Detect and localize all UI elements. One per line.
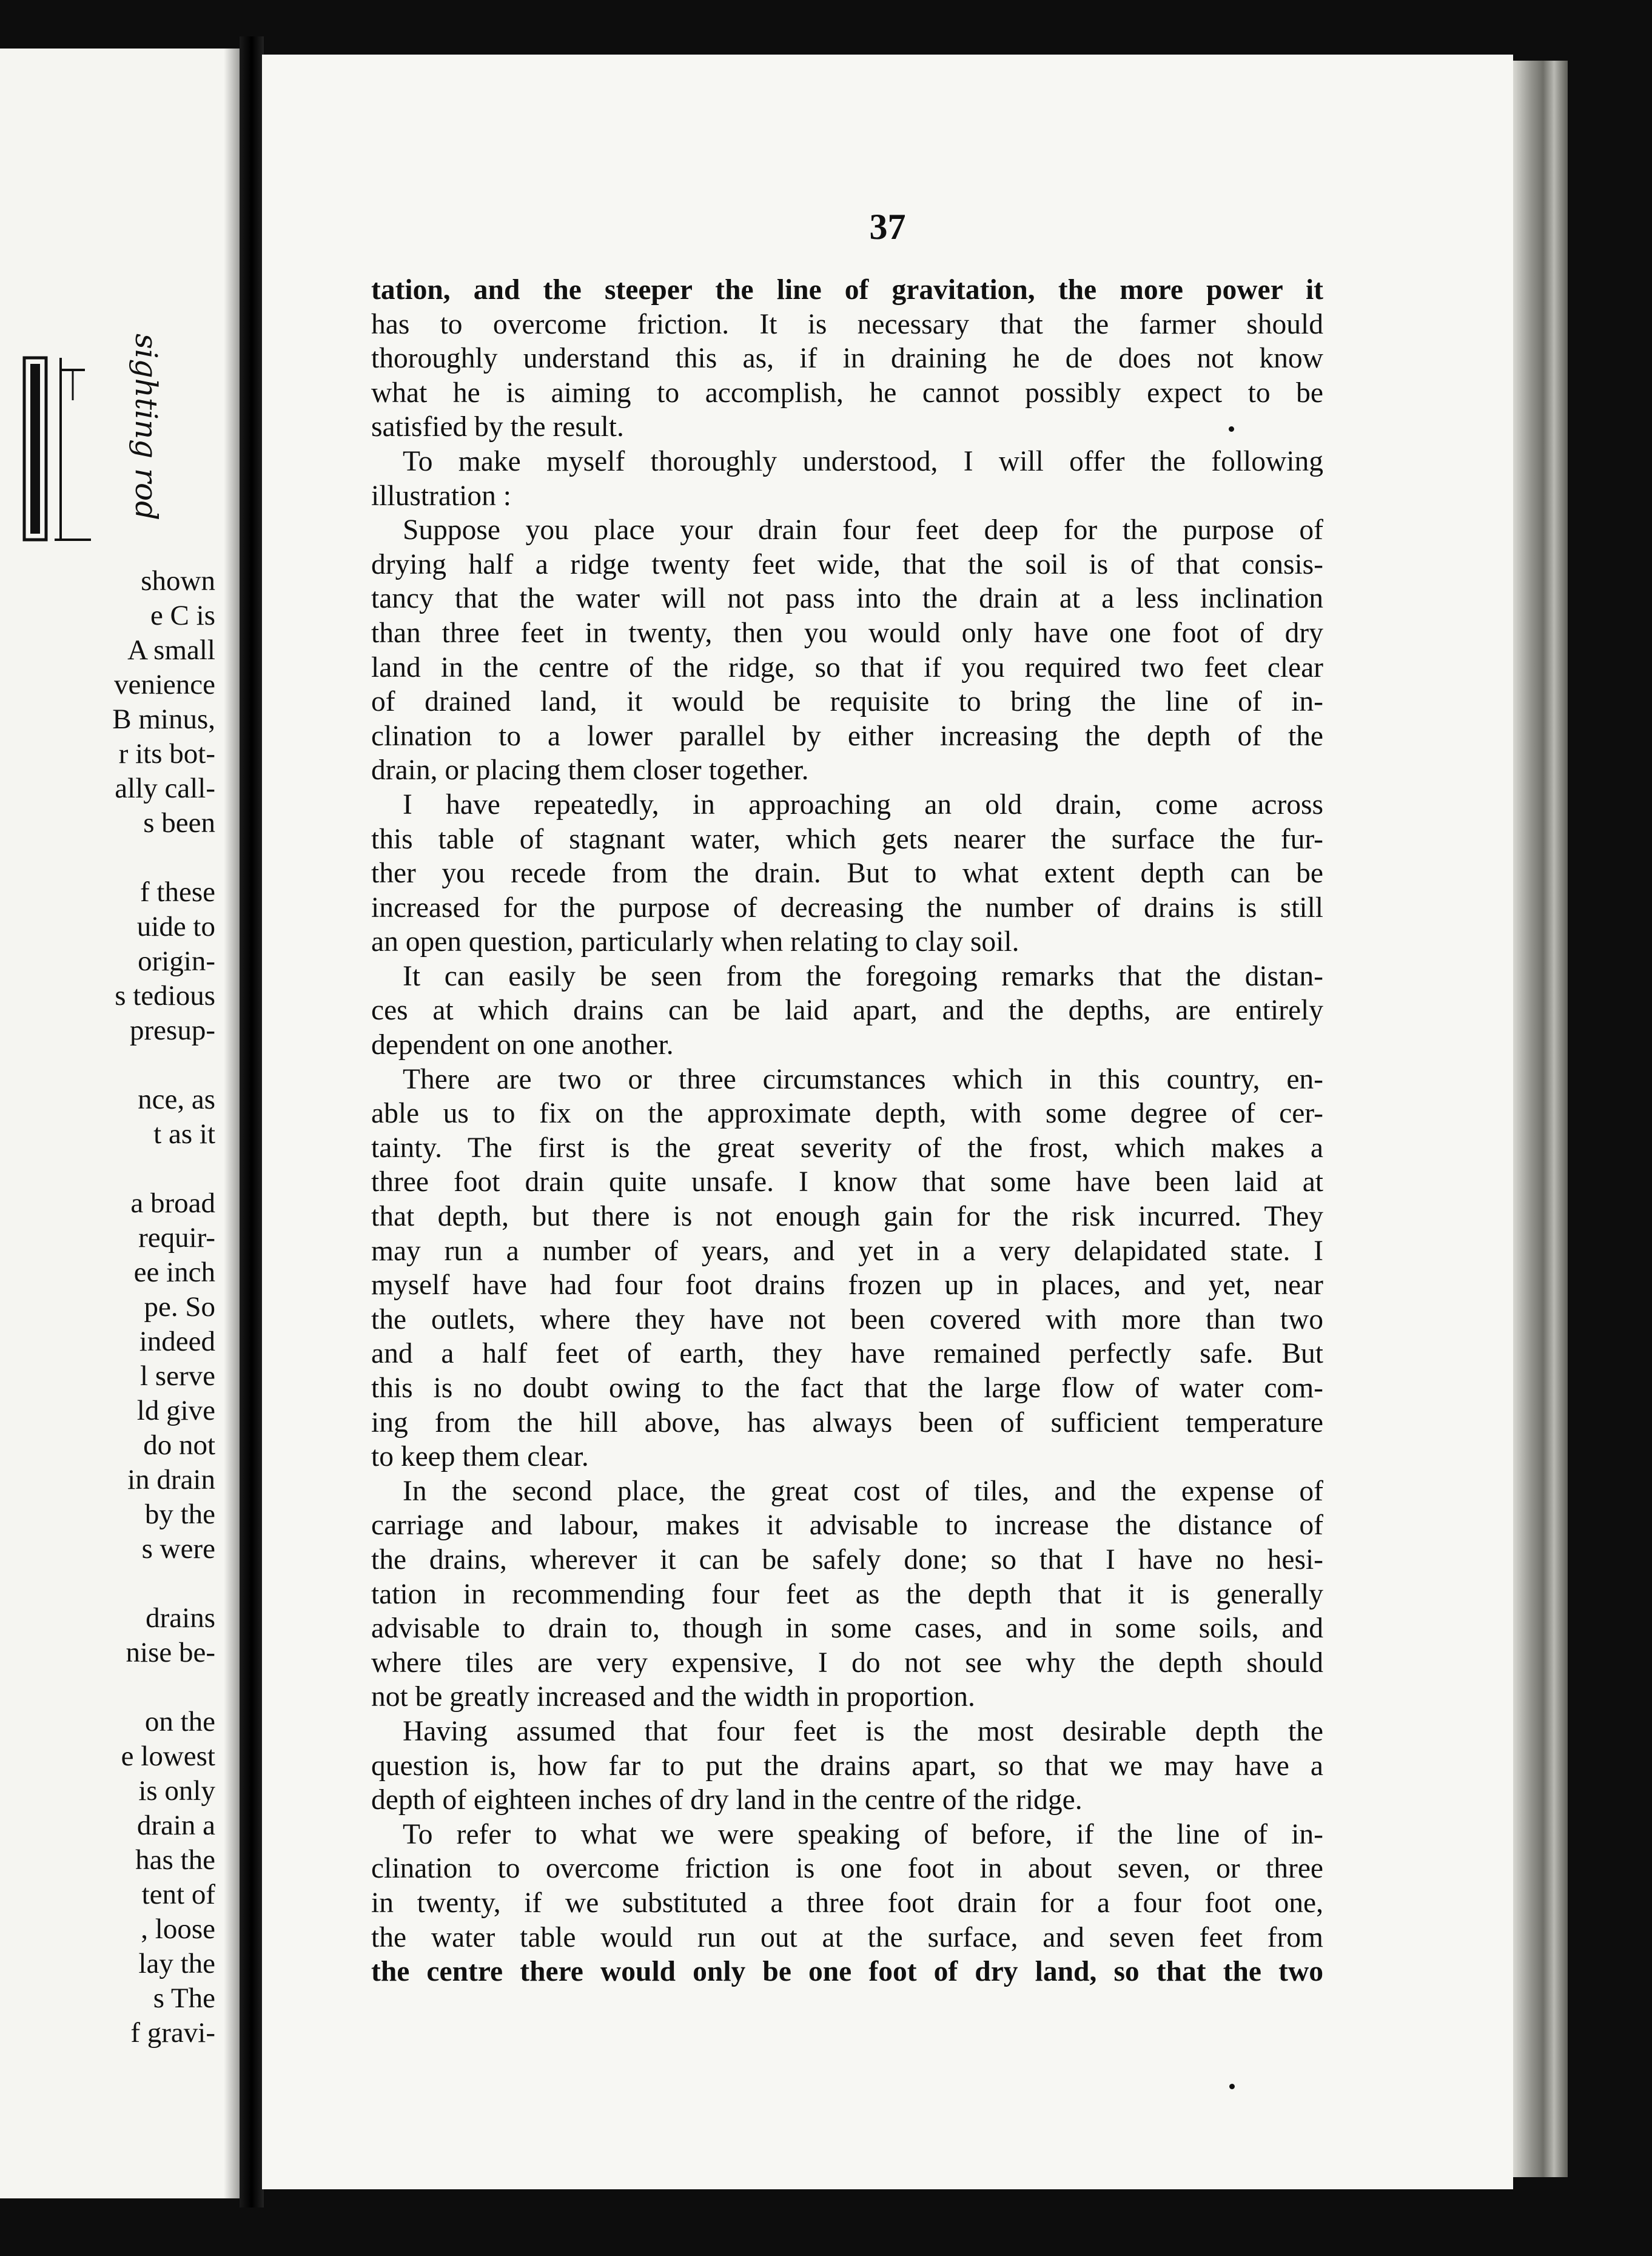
fragment-line: venience <box>113 669 215 700</box>
fragment-line: l serve <box>140 1360 215 1392</box>
fragment-line: t as it <box>153 1118 215 1150</box>
fragment-line <box>9 1152 215 1186</box>
fragment-line: lay the <box>138 1948 215 1979</box>
fragment-line <box>9 1048 215 1083</box>
text-line: In the second place, the great cost of tiles, and the expense of <box>403 1475 1323 1507</box>
text-line: I have repeatedly, in approaching an old drain, come across <box>403 788 1323 821</box>
fragment-line: f these <box>140 876 215 908</box>
fragment-line: f gravi- <box>130 2017 215 2049</box>
fragment-line: indeed <box>139 1326 215 1357</box>
fragment-line: ally call- <box>115 773 215 804</box>
text-line: ces at which drains can be laid apart, and the depths, are entirely <box>371 995 1323 1027</box>
text-line: ther you recede from the drain. But to what extent depth can be <box>371 858 1323 890</box>
text-line: this is no doubt owing to the fact that the large flow of water com- <box>371 1372 1323 1404</box>
text-line: in twenty, if we substituted a three foot drain for a four foot one, <box>371 1887 1323 1919</box>
text-line: clination to overcome friction is one foot in about seven, or three <box>371 1853 1323 1885</box>
fragment-line: nce, as <box>138 1084 215 1115</box>
text-line: land in the centre of the ridge, so that if you required two feet clear <box>371 651 1323 683</box>
text-line: tancy that the water will not pass into the drain at a less inclination <box>371 583 1323 615</box>
text-line: has to overcome friction. It is necessary that the farmer should <box>371 308 1323 340</box>
fragment-line: pe. So <box>144 1291 215 1323</box>
text-line: that depth, but there is not enough gain for the risk incurred. They <box>371 1201 1323 1233</box>
fragment-line: is only <box>138 1775 215 1807</box>
text-line: carriage and labour, makes it advisable to increase the distance of <box>371 1509 1323 1542</box>
text-line: not be greatly increased and the width in proportion. <box>371 1681 975 1713</box>
text-line: this table of stagnant water, which gets nearer the surface the fur- <box>371 823 1323 855</box>
text-line: satisfied by the result. <box>371 411 624 443</box>
text-line: than three feet in twenty, then you would only have one foot of dry <box>371 617 1323 649</box>
fragment-line: shown <box>141 565 215 597</box>
text-line: tation, and the steeper the line of gravitation, the more power it <box>371 274 1323 306</box>
sighting-rod-drawing <box>18 334 121 552</box>
fragment-line: drain a <box>136 1810 215 1841</box>
fragment-line: do not <box>143 1429 215 1461</box>
text-line: may run a number of years, and yet in a very delapidated state. I <box>371 1235 1323 1267</box>
text-line: an open question, particularly when relating to clay soil. <box>371 926 1019 958</box>
text-line: and a half feet of earth, they have remained perfectly safe. But <box>371 1338 1323 1370</box>
fragment-line: ld give <box>136 1395 215 1426</box>
text-line: There are two or three circumstances which in this country, en- <box>403 1063 1323 1095</box>
fragment-line: by the <box>144 1499 215 1530</box>
text-line: three foot drain quite unsafe. I know that some have been laid at <box>371 1166 1323 1198</box>
text-line: able us to fix on the approximate depth, with some degree of cer- <box>371 1098 1323 1130</box>
fragment-line: nise be- <box>126 1637 215 1668</box>
text-line: the outlets, where they have not been covered with more than two <box>371 1303 1323 1335</box>
text-line: the drains, wherever it can be safely done; so that I have no hesi- <box>371 1543 1323 1576</box>
text-line: what he is aiming to accomplish, he cannot possibly expect to be <box>371 377 1323 409</box>
text-line: of drained land, it would be requisite to bring the line of in- <box>371 686 1323 718</box>
text-line: It can easily be seen from the foregoing remarks that the distan- <box>403 960 1323 992</box>
fragment-line: s were <box>141 1533 215 1565</box>
previous-page-fragment <box>0 49 240 2198</box>
text-line: where tiles are very expensive, I do not see why the depth should <box>371 1647 1323 1679</box>
fragment-line: B minus, <box>112 703 215 735</box>
text-line: drain, or placing them closer together. <box>371 754 809 787</box>
previous-page-text <box>9 564 215 2050</box>
fragment-line: has the <box>135 1844 215 1876</box>
gutter-shadow <box>224 49 240 2198</box>
fragment-line <box>9 1566 215 1601</box>
text-line: To make myself thoroughly understood, I will offer the following <box>403 445 1323 477</box>
text-line: Suppose you place your drain four feet deep for the purpose of <box>403 514 1323 546</box>
fragment-line <box>9 841 215 875</box>
fragment-line: s been <box>143 807 215 839</box>
text-line: thoroughly understand this as, if in draining he de does not know <box>371 343 1323 375</box>
text-line: drying half a ridge twenty feet wide, that the soil is of that consis- <box>371 548 1323 580</box>
page-number: 37 <box>869 207 906 247</box>
text-line: myself have had four foot drains frozen up in places, and yet, near <box>371 1269 1323 1301</box>
fragment-line: presup- <box>130 1015 215 1046</box>
text-line: tainty. The first is the great severity of the frost, which makes a <box>371 1132 1323 1164</box>
fragment-line: A small <box>127 634 215 666</box>
text-line: clination to a lower parallel by either increasing the depth of the <box>371 720 1323 752</box>
fragment-line: s The <box>153 1982 215 2014</box>
text-line: to keep them clear. <box>371 1441 589 1473</box>
book-spine <box>240 36 264 2207</box>
fragment-line <box>9 1670 215 1705</box>
fragment-line: origin- <box>138 945 215 977</box>
text-line: illustration : <box>371 480 511 512</box>
text-line: ing from the hill above, has always been of sufficient temperature <box>371 1406 1323 1439</box>
fragment-line: requir- <box>138 1222 215 1254</box>
fragment-line: on the <box>144 1706 215 1737</box>
text-line: increased for the purpose of decreasing the number of drains is still <box>371 891 1323 924</box>
sighting-rod-label: sighting rod <box>129 334 164 521</box>
text-line: Having assumed that four feet is the most desirable depth the <box>403 1715 1323 1747</box>
fragment-line: uide to <box>136 911 215 942</box>
fragment-line: s tedious <box>115 980 215 1012</box>
fragment-line: r its bot- <box>118 738 215 770</box>
ink-speck <box>1229 426 1234 432</box>
fragment-line: a broad <box>130 1187 215 1219</box>
fragment-line: e lowest <box>121 1741 215 1772</box>
text-line: To refer to what we were speaking of before, if the line of in- <box>403 1818 1323 1850</box>
text-line: dependent on one another. <box>371 1029 674 1061</box>
fragment-line: , loose <box>141 1913 215 1945</box>
fragment-line: in drain <box>127 1464 215 1496</box>
text-line: the centre there would only be one foot of dry land, so that the two <box>371 1956 1323 1988</box>
fragment-line: ee inch <box>133 1257 215 1288</box>
body-text <box>371 273 1323 1989</box>
fragment-line: tent of <box>141 1879 215 1910</box>
fragment-line: e C is <box>150 600 215 631</box>
text-line: the water table would run out at the surface, and seven feet from <box>371 1921 1323 1953</box>
text-line: depth of eighteen inches of dry land in the centre of the ridge. <box>371 1784 1083 1816</box>
ink-speck <box>1229 2084 1235 2089</box>
page-stack-edge <box>1513 61 1568 2177</box>
text-line: question is, how far to put the drains apart, so that we may have a <box>371 1750 1323 1782</box>
fragment-line: drains <box>146 1602 215 1634</box>
text-line: tation in recommending four feet as the depth that it is generally <box>371 1578 1323 1610</box>
text-line: advisable to drain to, though in some cases, and in some soils, and <box>371 1613 1323 1645</box>
book-page <box>262 55 1513 2189</box>
